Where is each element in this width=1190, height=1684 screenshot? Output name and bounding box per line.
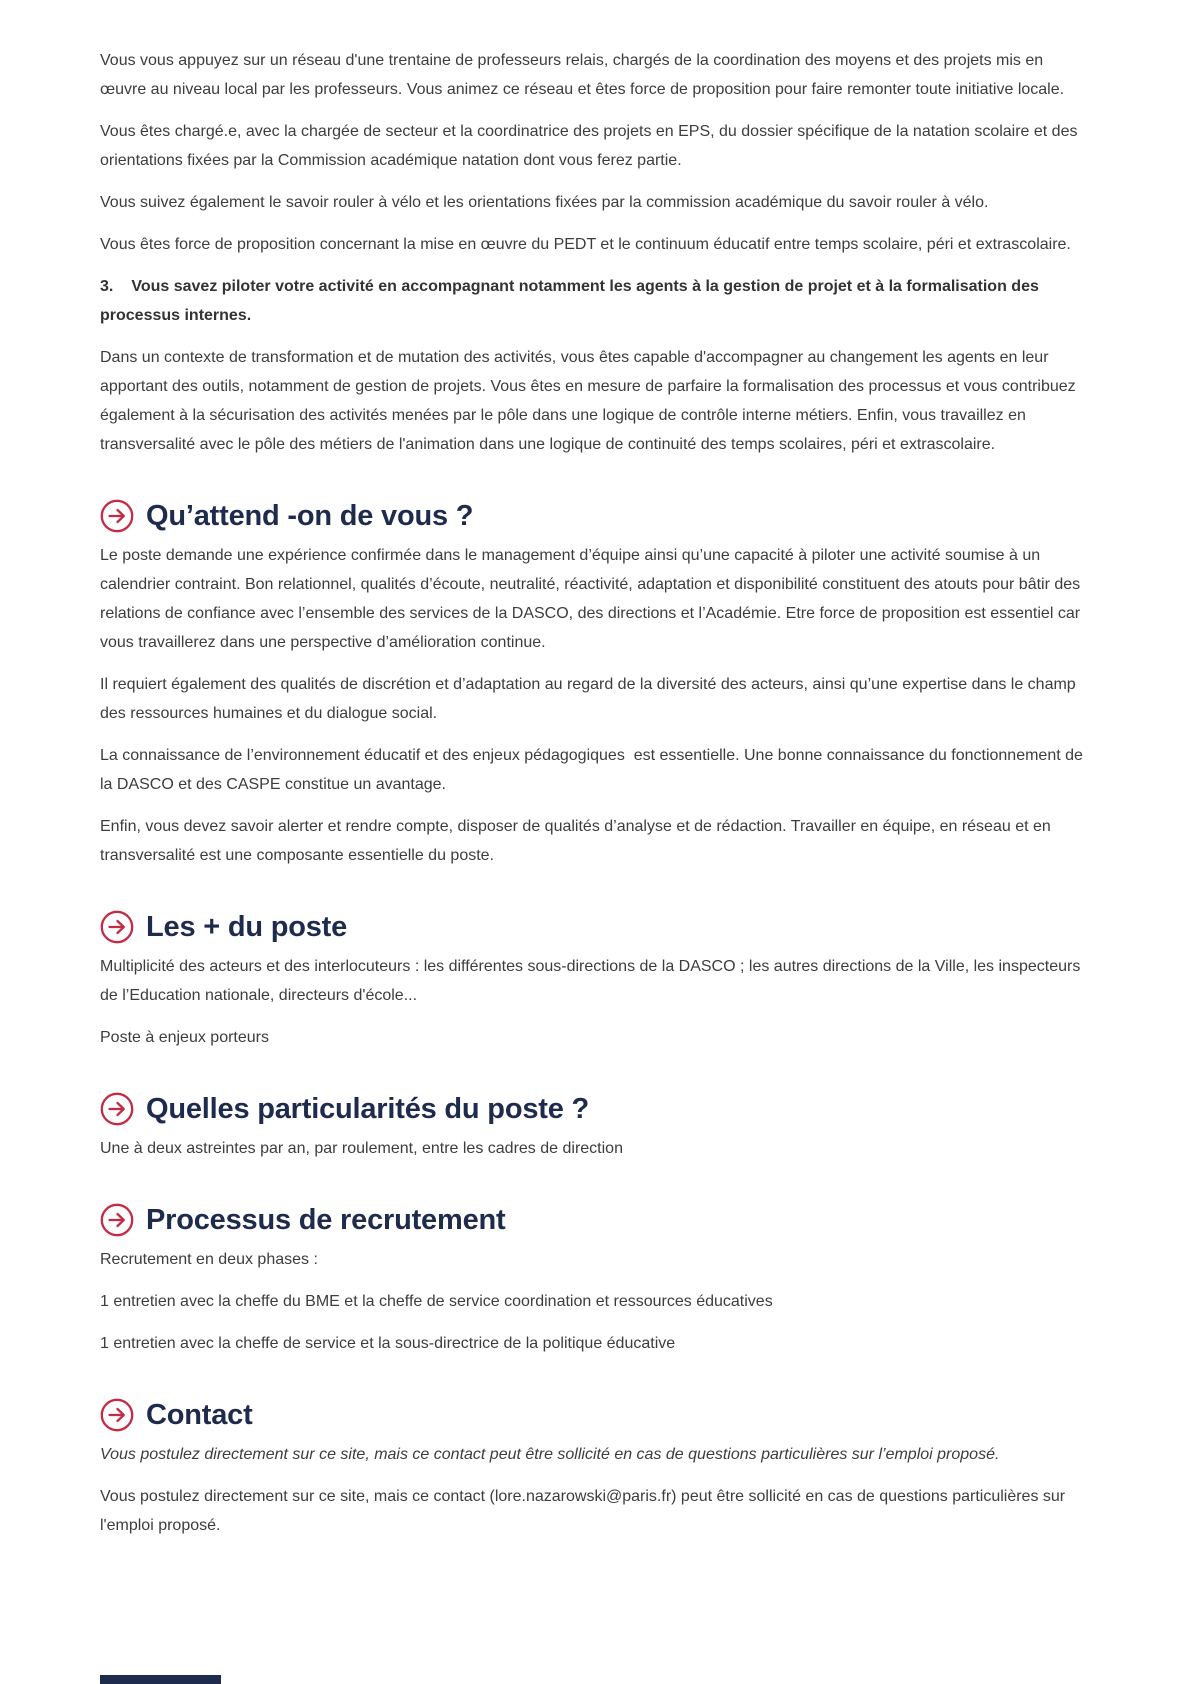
footer-bar-partial <box>100 1675 221 1684</box>
section-title: Qu’attend -on de vous ? <box>146 500 474 532</box>
paragraph: Enfin, vous devez savoir alerter et rendre compte, disposer de qualités d’analyse et de rédaction. Travailler en équipe, en réseau et en transversalité est une composante essentielle du poste. <box>100 818 1056 864</box>
paragraph: Il requiert également des qualités de discrétion et d’adaptation au regard de la diversité des acteurs, ainsi qu’une expertise dans le champ des ressources humaines et du dialogue social. <box>100 676 1081 722</box>
paragraph: Vous suivez également le savoir rouler à vélo et les orientations fixées par la commission académique du savoir rouler à vélo. <box>100 194 989 211</box>
contact-paragraph: Vous postulez directement sur ce site, mais ce contact (lore.nazarowski@paris.fr) peut être sollicité en cas de questions particulières sur l'emploi proposé. <box>100 1488 1070 1534</box>
numbered-point <box>100 272 1090 330</box>
section-heading-expectations <box>100 499 1090 533</box>
section-title: Processus de recrutement <box>146 1204 506 1236</box>
arrow-right-circle-icon <box>100 1203 134 1237</box>
section-heading-pluses <box>100 910 1090 944</box>
numbered-point-number: 3. <box>100 278 114 295</box>
paragraph: Dans un contexte de transformation et de mutation des activités, vous êtes capable d'accompagner au changement les agents en leur apportant des outils, notamment de gestion de projets. Vous êtes en mesure de parfaire la formalisation des processus et vous contribuez également à la sécurisation des activités menées par le pôle dans une logique de contrôle interne métiers. Enfin, vous travaillez en transversalité avec le pôle des métiers de l'animation dans une logique de continuité des temps scolaires, péri et extrascolaire. <box>100 349 1081 453</box>
section-title: Les + du poste <box>146 911 348 943</box>
paragraph: Une à deux astreintes par an, par roulement, entre les cadres de direction <box>100 1140 623 1157</box>
paragraph: Recrutement en deux phases : <box>100 1251 318 1268</box>
paragraph: Multiplicité des acteurs et des interlocuteurs : les différentes sous-directions de la DASCO ; les autres directions de la Ville, les inspecteurs de l’Education nationale, directeurs d'école... <box>100 958 1085 1004</box>
section-heading-particularities <box>100 1092 1090 1126</box>
section-heading-recruitment <box>100 1203 1090 1237</box>
paragraph: Le poste demande une expérience confirmée dans le management d’équipe ainsi qu’une capacité à piloter une activité soumise à un calendrier contraint. Bon relationnel, qualités d’écoute, neutralité, réactivité, adaptation et disponibilité constituent des atouts pour bâtir des relations de confiance avec l’ensemble des services de la DASCO, des directions et l’Académie. Etre force de proposition est essentiel car vous travaillerez dans une perspective d’amélioration continue. <box>100 547 1085 651</box>
paragraph: La connaissance de l’environnement éducatif et des enjeux pédagogiques est essentielle. Une bonne connaissance du fonctionnement de la DASCO et des CASPE constitue un avantage. <box>100 747 1088 793</box>
section-heading-contact <box>100 1398 1090 1432</box>
section-title: Quelles particularités du poste ? <box>146 1093 590 1125</box>
arrow-right-circle-icon <box>100 499 134 533</box>
paragraph: Vous vous appuyez sur un réseau d'une trentaine de professeurs relais, chargés de la coordination des moyens et des projets mis en œuvre au niveau local par les professeurs. Vous animez ce réseau et êtes force de proposition pour faire remonter toute initiative locale. <box>100 52 1065 98</box>
numbered-point-text: Vous savez piloter votre activité en accompagnant notamment les agents à la gestion de projet et à la formalisation des processus internes. <box>100 278 1044 324</box>
contact-italic-note: Vous postulez directement sur ce site, mais ce contact peut être sollicité en cas de questions particulières sur l’emploi proposé. <box>100 1446 1000 1463</box>
section-title: Contact <box>146 1399 253 1431</box>
paragraph: Vous êtes force de proposition concernant la mise en œuvre du PEDT et le continuum éducatif entre temps scolaire, péri et extrascolaire. <box>100 236 1071 253</box>
arrow-right-circle-icon <box>100 910 134 944</box>
paragraph: Poste à enjeux porteurs <box>100 1029 269 1046</box>
paragraph: 1 entretien avec la cheffe du BME et la cheffe de service coordination et ressources éducatives <box>100 1293 773 1310</box>
paragraph: Vous êtes chargé.e, avec la chargée de secteur et la coordinatrice des projets en EPS, du dossier spécifique de la natation scolaire et des orientations fixées par la Commission académique natation dont vous ferez partie. <box>100 123 1082 169</box>
arrow-right-circle-icon <box>100 1398 134 1432</box>
arrow-right-circle-icon <box>100 1092 134 1126</box>
paragraph: 1 entretien avec la cheffe de service et la sous-directrice de la politique éducative <box>100 1335 676 1352</box>
